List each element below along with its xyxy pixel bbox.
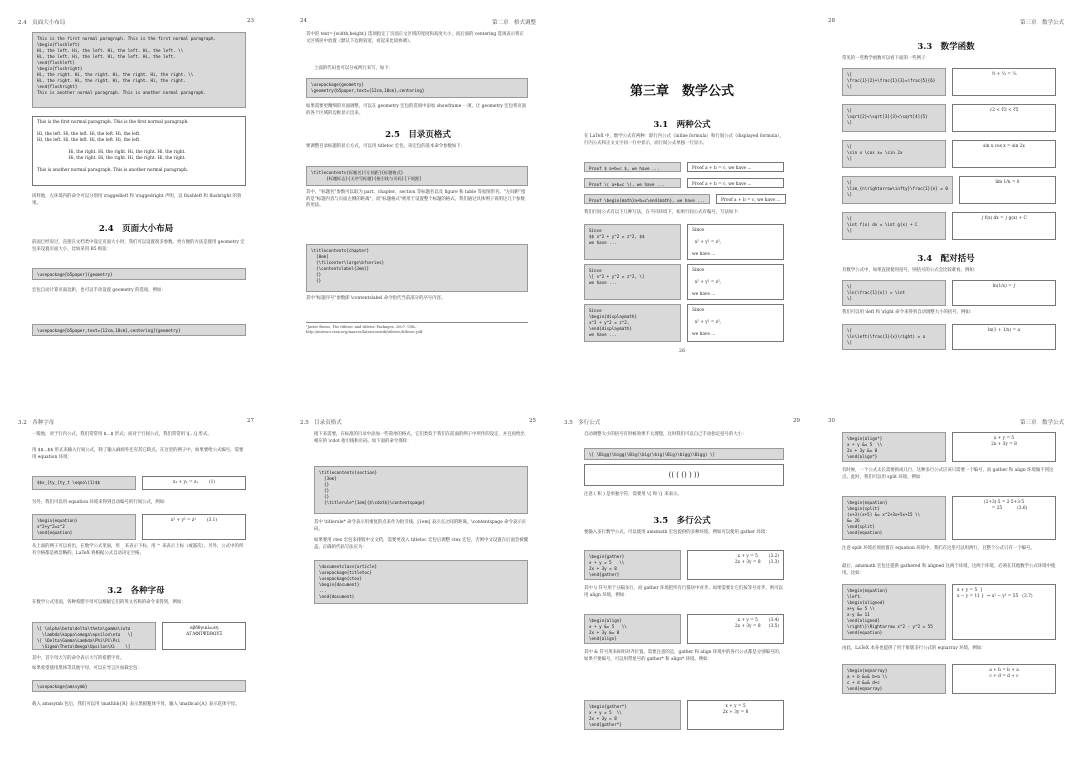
paragraph: 其中 \titlerule* 命令表示用重复的点来作为指引线，[1em] 表示点之间的距离，\contentspage 命令表示页码。: [314, 520, 527, 532]
code-block: \begin{eqnarray} a + b &=& b+a \\ c + d &=& d+c \end{eqnarray}: [842, 664, 946, 694]
output-box: a + b = b + a c + d = d + c: [952, 664, 1056, 694]
paragraph: 前面已经说过，直接在文档类中设定页面大小时，我们可以设置很多参数。更方便的方法是使用 geometry 宏包来设置页面大小，比如采用 B5 纸张：: [32, 240, 245, 252]
code-block: \begin{equation} x^2+y^2=z^2 \end{equation}: [32, 514, 136, 540]
section-heading: 2.5 目录页格式: [385, 130, 451, 140]
paragraph: 另外，我们可以用 equation 环境来得到自动编号的行间公式，例如：: [32, 500, 169, 505]
paragraph: 注意 split 环境必须放置在 equation 环境中，我们在这里可以用两行，且整个公式只有一个编号。: [842, 546, 1035, 551]
output-box: This is the first normal paragraph. This is the first normal paragraph. Hi, the left. Hi, the left. Hi, the left. Hi, the left. Hi, the left. Hi, the left. Hi, the left. Hi, the left. Hi, the right. Hi, the right. Hi, the right. Hi, the right. Hi, the right. Hi, the right. Hi, the right. Hi, the right. This is another normal paragraph. This is another normal paragraph.: [32, 116, 246, 186]
paragraph: 由此，LaTeX 本身也提供了用于排版多行公式的 eqnarray 环境，例如：: [842, 646, 986, 651]
code-block: \usepackage{amssymb}: [32, 680, 246, 692]
paragraph: 在数学公式里面，各种希腊字母可以根据它们的英文名称的命令来得到，例如：: [32, 600, 186, 605]
page-29: [556, 400, 808, 760]
example-row: [842, 584, 1056, 640]
code-block: \[ \sqrt{2}<\sqrt[3]{3}<\sqrt[4]{5} \]: [842, 104, 946, 132]
output-box: Proof a + b = c, we have ...: [716, 194, 786, 204]
paragraph: 用 $$...$$ 形式来输入行间公式，除了输入麻烦外还有其它缺点。在这里的例子中，如果要给公式编号，需要用 equation 环境：: [32, 448, 244, 460]
output-box: ln(1 + 1/x) = a: [952, 324, 1056, 350]
output-box: Since x² + y² = z², we have ...: [687, 224, 784, 260]
code-block: \titlecontents{section} [3em] {} {} {} {\titlerule*[1em]{$\cdot$}\contentspage}: [314, 466, 528, 514]
paragraph: 载入 amssymb 包后，我们可以用 \mathbb{R} 表示黑板粗体字母，输入 \mathcal{A} 表示花体字母。: [32, 702, 240, 707]
example-row: [842, 496, 1056, 540]
code-block: \[ \sin x \cos x= \sin 2x \]: [842, 140, 946, 168]
code-block: \[ \ln\left(\frac{1}{x}\right) = a \]: [842, 324, 946, 350]
paragraph: 最后，amsmath 宏包还提供 gathered 和 aligned 这两个环境，这两个环境，必须在其他数学公式环境中使用。比如：: [842, 564, 1056, 576]
page-28: [820, 0, 1072, 360]
section-heading: 3.3 数学函数: [917, 42, 975, 52]
paragraph: 常见的一些数学函数可以看下面的一些例子：: [842, 56, 930, 61]
code-block: \[ \Bigg(\bigg(\Big(\big(\big)\Big)\bigg)\Bigg) \]: [584, 448, 784, 460]
code-block: \usepackage{geometry} \geometry{b5paper,text={12cm,18cm},centering}: [306, 78, 528, 98]
example-row: [842, 176, 1056, 204]
paragraph: 宏包自动计算页面边距，也可以手动设置 geometry 的选项，例如：: [32, 288, 166, 293]
section-heading: 3.1 两种公式: [653, 120, 711, 130]
footnote: ¹Javier Bezos, The titlesec and titletoc Packages, 2007. URL: http://mirrors.ctan.org/macros/latex/contrib/titlesec/titlesec.pdf: [306, 322, 528, 335]
code-block: Proof \( a+b=c \), we have ...: [584, 178, 681, 188]
example-row: [842, 140, 1056, 168]
paragraph: 如果希望使用黑体等其他字母，可以在导言区加载宏包：: [32, 666, 142, 671]
output-box: (2+3)·5 = 2·5+3·5 = 25 (3.6): [952, 496, 1056, 540]
page-30: [820, 400, 1072, 760]
paragraph: 其中 & 符号用来标明对齐位置。需要注意的是，gather 和 align 环境中的各行公式都是分别编号的，如果不要编号，可以用带星号的 gather* 和 align* 环境。例如：: [584, 650, 784, 662]
code-block: \[ \lim_{n\rightarrow\infty}\frac{1}{n} = 0 \]: [842, 176, 953, 204]
output-box: x + y = 5 (3.4) 2x + 3y = 8 (3.5): [687, 614, 784, 644]
example-row: [32, 514, 246, 540]
page-number: 30: [828, 418, 835, 424]
page-25: [292, 400, 544, 760]
code-block: This is the first normal paragraph. This is the first normal paragraph. \begin{flushleft} Hi, the left. Hi, the left. Hi, the left. Hi, the left. \\ Hi, the left. Hi, the left. Hi, the left. Hi, the left. \end{flushleft} \begin{flushright} Hi, the right. Hi, the right. Hi, the right. Hi, the right. \\ Hi, the right. Hi, the right. Hi, the right. Hi, the right. \end{flushright} This is another normal paragraph. This is another normal paragraph.: [32, 32, 246, 108]
page-27: [10, 400, 262, 760]
example-row: [32, 622, 246, 650]
section-heading: 3.4 配对括号: [917, 254, 975, 264]
section-heading: 3.2 各种字母: [107, 586, 165, 596]
output-box: (( ( () ) )): [584, 464, 784, 486]
example-row: [842, 212, 1056, 240]
code-block: Proof \begin{math}a+b=c\end{math}, we have ...: [584, 194, 710, 204]
paragraph: 如果要用 ctex 宏包来排版中文文档，需要更改入 titletoc 宏包后调整 ctex 宏包，否则中文设置在后面会被覆盖，正确的代码写法应为：: [314, 538, 529, 550]
code-block: \begin{align} x + y &= 5 \\ 2x + 3y &= 8 \end{align}: [584, 614, 681, 644]
example-row: [584, 264, 784, 300]
code-block: \begin{equation} \begin{split} (x+3)(x+5) &= x^2+3x+5x+15 \\ &= 26 \end{split} \end{equation}: [842, 496, 946, 540]
page-number: 23: [247, 18, 254, 24]
example-row: [584, 304, 784, 342]
paragraph: 从上面的例子可以看出，在数学公式里面，用 _ 来表示下标，用 ^ 来表示上标（或幂次）。另外，公式中的所有空格都是被忽略的。LaTeX 将根据公式自动决定空格。: [32, 544, 244, 556]
page-header-right: 第三章 数学公式: [1019, 20, 1064, 26]
paragraph: 注意 ( 和 ) 是单独字符，需要用 \{ 和 \} 来表示。: [584, 492, 682, 497]
page-header-left: 3.2 各种字母: [18, 420, 55, 426]
output-box: x + y = 5 } x − y = 11 } ⇒ x² − y² = 55 (3.7): [952, 584, 1056, 640]
output-box: x + y = 5 2x + 3y = 8: [952, 432, 1056, 462]
code-block: \[ \int f(x) dx = \int g(x) + C \]: [842, 212, 946, 240]
example-row: [32, 476, 246, 490]
paragraph: 要输入多行数学公式，可以使用 amsmath 宏包提供的多种环境。例如可以使用 gather 环境：: [584, 530, 770, 535]
example-row: [584, 224, 784, 260]
output-box: ½ + ⅓ = ⅚: [952, 68, 1056, 96]
paragraph: 一般地，对于行内公式，我们常常用 $...$ 形式；而对于行间公式，我们常常用 \[...\] 形式。: [32, 432, 212, 437]
paragraph: 如果需要更精细的页面调整，可以在 geometry 宏包的选项中添加 showframe 一项，让 geometry 宏包将页面的各个区域的边框显示出来。: [306, 104, 527, 116]
page-number: 24: [300, 18, 307, 24]
example-row: [842, 68, 1056, 96]
paragraph: 有数学公式中，如果直接使用括号，则括号的公式会比较难看。例如：: [842, 268, 979, 273]
paragraph: 自动调整大小的括号有时候效果不太理想，这时我们可以自己手动指定括号的大小：: [584, 432, 747, 437]
output-box: Since x² + y² = z², we have ...: [687, 304, 784, 342]
code-block: \begin{align*} x + y &= 5 \\ 2x + 3y &= 8 \end{align*}: [842, 432, 946, 462]
chapter-title: 第三章 数学公式: [629, 84, 734, 99]
page-number: 26: [678, 348, 686, 354]
code-block: \begin{gather} x + y = 5 \\ 2x + 3y = 8 \end{gather}: [584, 550, 681, 580]
paragraph: 其中，"标题名"参数可以取为 part、chapter、section 等标题名以及 figure 和 table 等加图形名。"左间距"指的是"标题内容与页面左侧的距离"，而"标题格式"则用于设置整个标题的格式。我们通过具体例子说明这几个参数的用法。: [306, 190, 526, 209]
page-23: [10, 0, 262, 360]
output-box: Proof a + b = c, we have ...: [687, 178, 784, 188]
code-block: Since \begin{displaymath} x^2 + y^2 = z^2, \end{displaymath} we have ...: [584, 304, 681, 342]
paragraph: 有时候，一个公式太长需要拆成几行，这种多行公式应该只需要一个编号，而 gather 和 align 环境做不到这点。此时，我们可以用 split 环境，例如：: [842, 468, 1054, 480]
paragraph: 其中"标题序号"参数即 \contentslabel 命令指代当前部分的序号内容。: [306, 296, 446, 301]
output-box: sin x cos x = sin 2x: [952, 140, 1056, 168]
example-row: [842, 280, 1056, 306]
page-26: [556, 0, 808, 360]
output-box: αβδθγικλωεη ΔΓΛΦΠΨΣΘΩΥΞ: [162, 622, 246, 650]
example-row: [584, 614, 784, 644]
output-box: x + y = 5 (3.2) 2x + 3y = 8 (3.3): [687, 550, 784, 580]
page-header-left: 2.4 页面大小布局: [18, 20, 66, 26]
example-row: [842, 664, 1056, 694]
output-box: x₁ + y₁ = z₁ (1): [142, 476, 246, 490]
paragraph: 其中 \\ 符号用于分隔多行，而 gather 环境把所有行都居中对齐。如果需要让它们按等号对齐，则可以用 align 环境，例如：: [584, 586, 783, 598]
code-block: \titlecontents{标题名}[左间距]{标题格式} {标题标志}{无序号标题}{指引线与页码}[下间距]: [306, 166, 528, 186]
page-header-right: 第三章 数学公式: [1019, 420, 1064, 426]
page-header-left: 2.5 目录页格式: [300, 420, 342, 426]
paragraph: 其中的 text={width,height} 选项指定了页面正文区域的宽度和高度大小，而后面的 centering 选项表示将正文区域居中放置（默认下边距较宽，看起来比较协调）。: [306, 32, 524, 44]
code-block: \begin{equation} \left. \begin{aligned} x+y &= 5 \\ x-y &= 11 \end{aligned} \right\}\Rightarrow x^2 - y^2 = 55 \end{equation}: [842, 584, 946, 640]
example-row: [842, 432, 1056, 462]
section-heading: 3.5 多行公式: [653, 516, 711, 526]
paragraph: 我们行间公式有以下几种写法，在不同环境下，如果行间公式有编号，写法如下：: [584, 210, 743, 215]
paragraph: 在 LaTeX 中，数学公式有两种：即行内公式（inline formula）和行间公式（displayed formula），行内公式和正文文字同一行中显示，而行间公式单独一行显示。: [584, 134, 784, 146]
output-box: ln(1/x) = ∫: [952, 280, 1056, 306]
output-box: Proof a + b = c, we have ...: [687, 162, 784, 172]
page-number: 28: [828, 18, 835, 24]
code-block: $$x_{ty_{ty_t \eqno\(1)$$: [32, 476, 136, 490]
page-number: 25: [529, 418, 536, 424]
example-row: [584, 194, 784, 204]
example-row: [584, 550, 784, 580]
code-block: \begin{gather*} x + y = 5 \\ 2x + 3y = 8 \end{gather*}: [584, 700, 681, 730]
page-header-right: 第二章 格式调整: [491, 20, 536, 26]
page-number: 27: [247, 418, 254, 424]
page-header-left: 3.5 多行公式: [564, 420, 601, 426]
output-box: Since x² + y² = z², we have ...: [687, 264, 784, 300]
example-row: [842, 324, 1056, 350]
example-row: [584, 700, 784, 730]
code-block: \usepackage[b5paper,text={12cm,18cm},centering]{geometry}: [32, 324, 246, 336]
paragraph: 要调整目录标题的显示方式，可以用 titletoc 宏包，该宏包的基本命令参数如下：: [306, 144, 466, 149]
paragraph: 同样地，左环境内的命令可以分别用 \raggedleft 和 \raggedright 声明，以 flushleft 和 flushright 的效果。: [32, 194, 242, 206]
code-block: Since \[ x^2 + y^2 = z^2, \] we have ...: [584, 264, 681, 300]
code-block: \[ \frac{1}{2}+\frac{1}{3}=\frac{5}{6} \]: [842, 68, 946, 96]
code-block: Since $$ x^2 + y^2 = z^2, $$ we have ...: [584, 224, 681, 260]
paragraph: 我们可以用 \left 和 \right 命令来得到自动调整大小的括号，例如：: [842, 310, 975, 315]
code-block: \usepackage[b5paper]{geometry}: [32, 268, 246, 280]
output-box: √2 < ∛3 < ∜5: [952, 104, 1056, 132]
paragraph: 其中，首字母大写的命令表示大写的希腊字母。: [32, 656, 125, 661]
example-row: [584, 162, 784, 172]
output-box: ∫ f(x) dx = ∫ g(x) + C: [952, 212, 1056, 240]
paragraph: 接下来需要，在标准的目录中添加一些简单的格式，它们类似于我们在前面的例子中所作的设定，并且再给出相应的 \cdot 指引线和页码。如下面的命令那样：: [314, 432, 525, 444]
output-box: x² + y² = z² (3.1): [142, 514, 246, 540]
code-block: \documentclass{article} \usepackage{titletoc} \usepackage{ctex} \begin{document} ... \end{document}: [314, 560, 528, 604]
paragraph: 上面的代码也可以分成两行来写，如下：: [314, 66, 394, 71]
code-block: \[ \alpha\beta\delta\theta\gamma\iota \lambda\kappa\omega\epsilon\eta \] \[ \Delta\Gamma\Lambda\Phi\Pi\Psi \Sigma\Theta\Omega\Upsilon\Xi \]: [32, 622, 156, 650]
output-box: x + y = 5 2x + 3y = 8: [687, 700, 784, 730]
code-block: \titlecontents{chapter} [0em] {\filcenter\large\bfseries} {\contentslabel{3em}} {} {}: [306, 244, 528, 292]
page-24: [292, 0, 544, 360]
output-box: lim 1/n = 0: [959, 176, 1056, 204]
page-number: 29: [793, 418, 800, 424]
section-heading: 2.4 页面大小布局: [98, 224, 174, 234]
code-block: Proof $ a+b=c $, we have ...: [584, 162, 681, 172]
example-row: [842, 104, 1056, 132]
code-block: \[ \ln(\frac{1}{x}) = \int \]: [842, 280, 946, 306]
example-row: [584, 178, 784, 188]
